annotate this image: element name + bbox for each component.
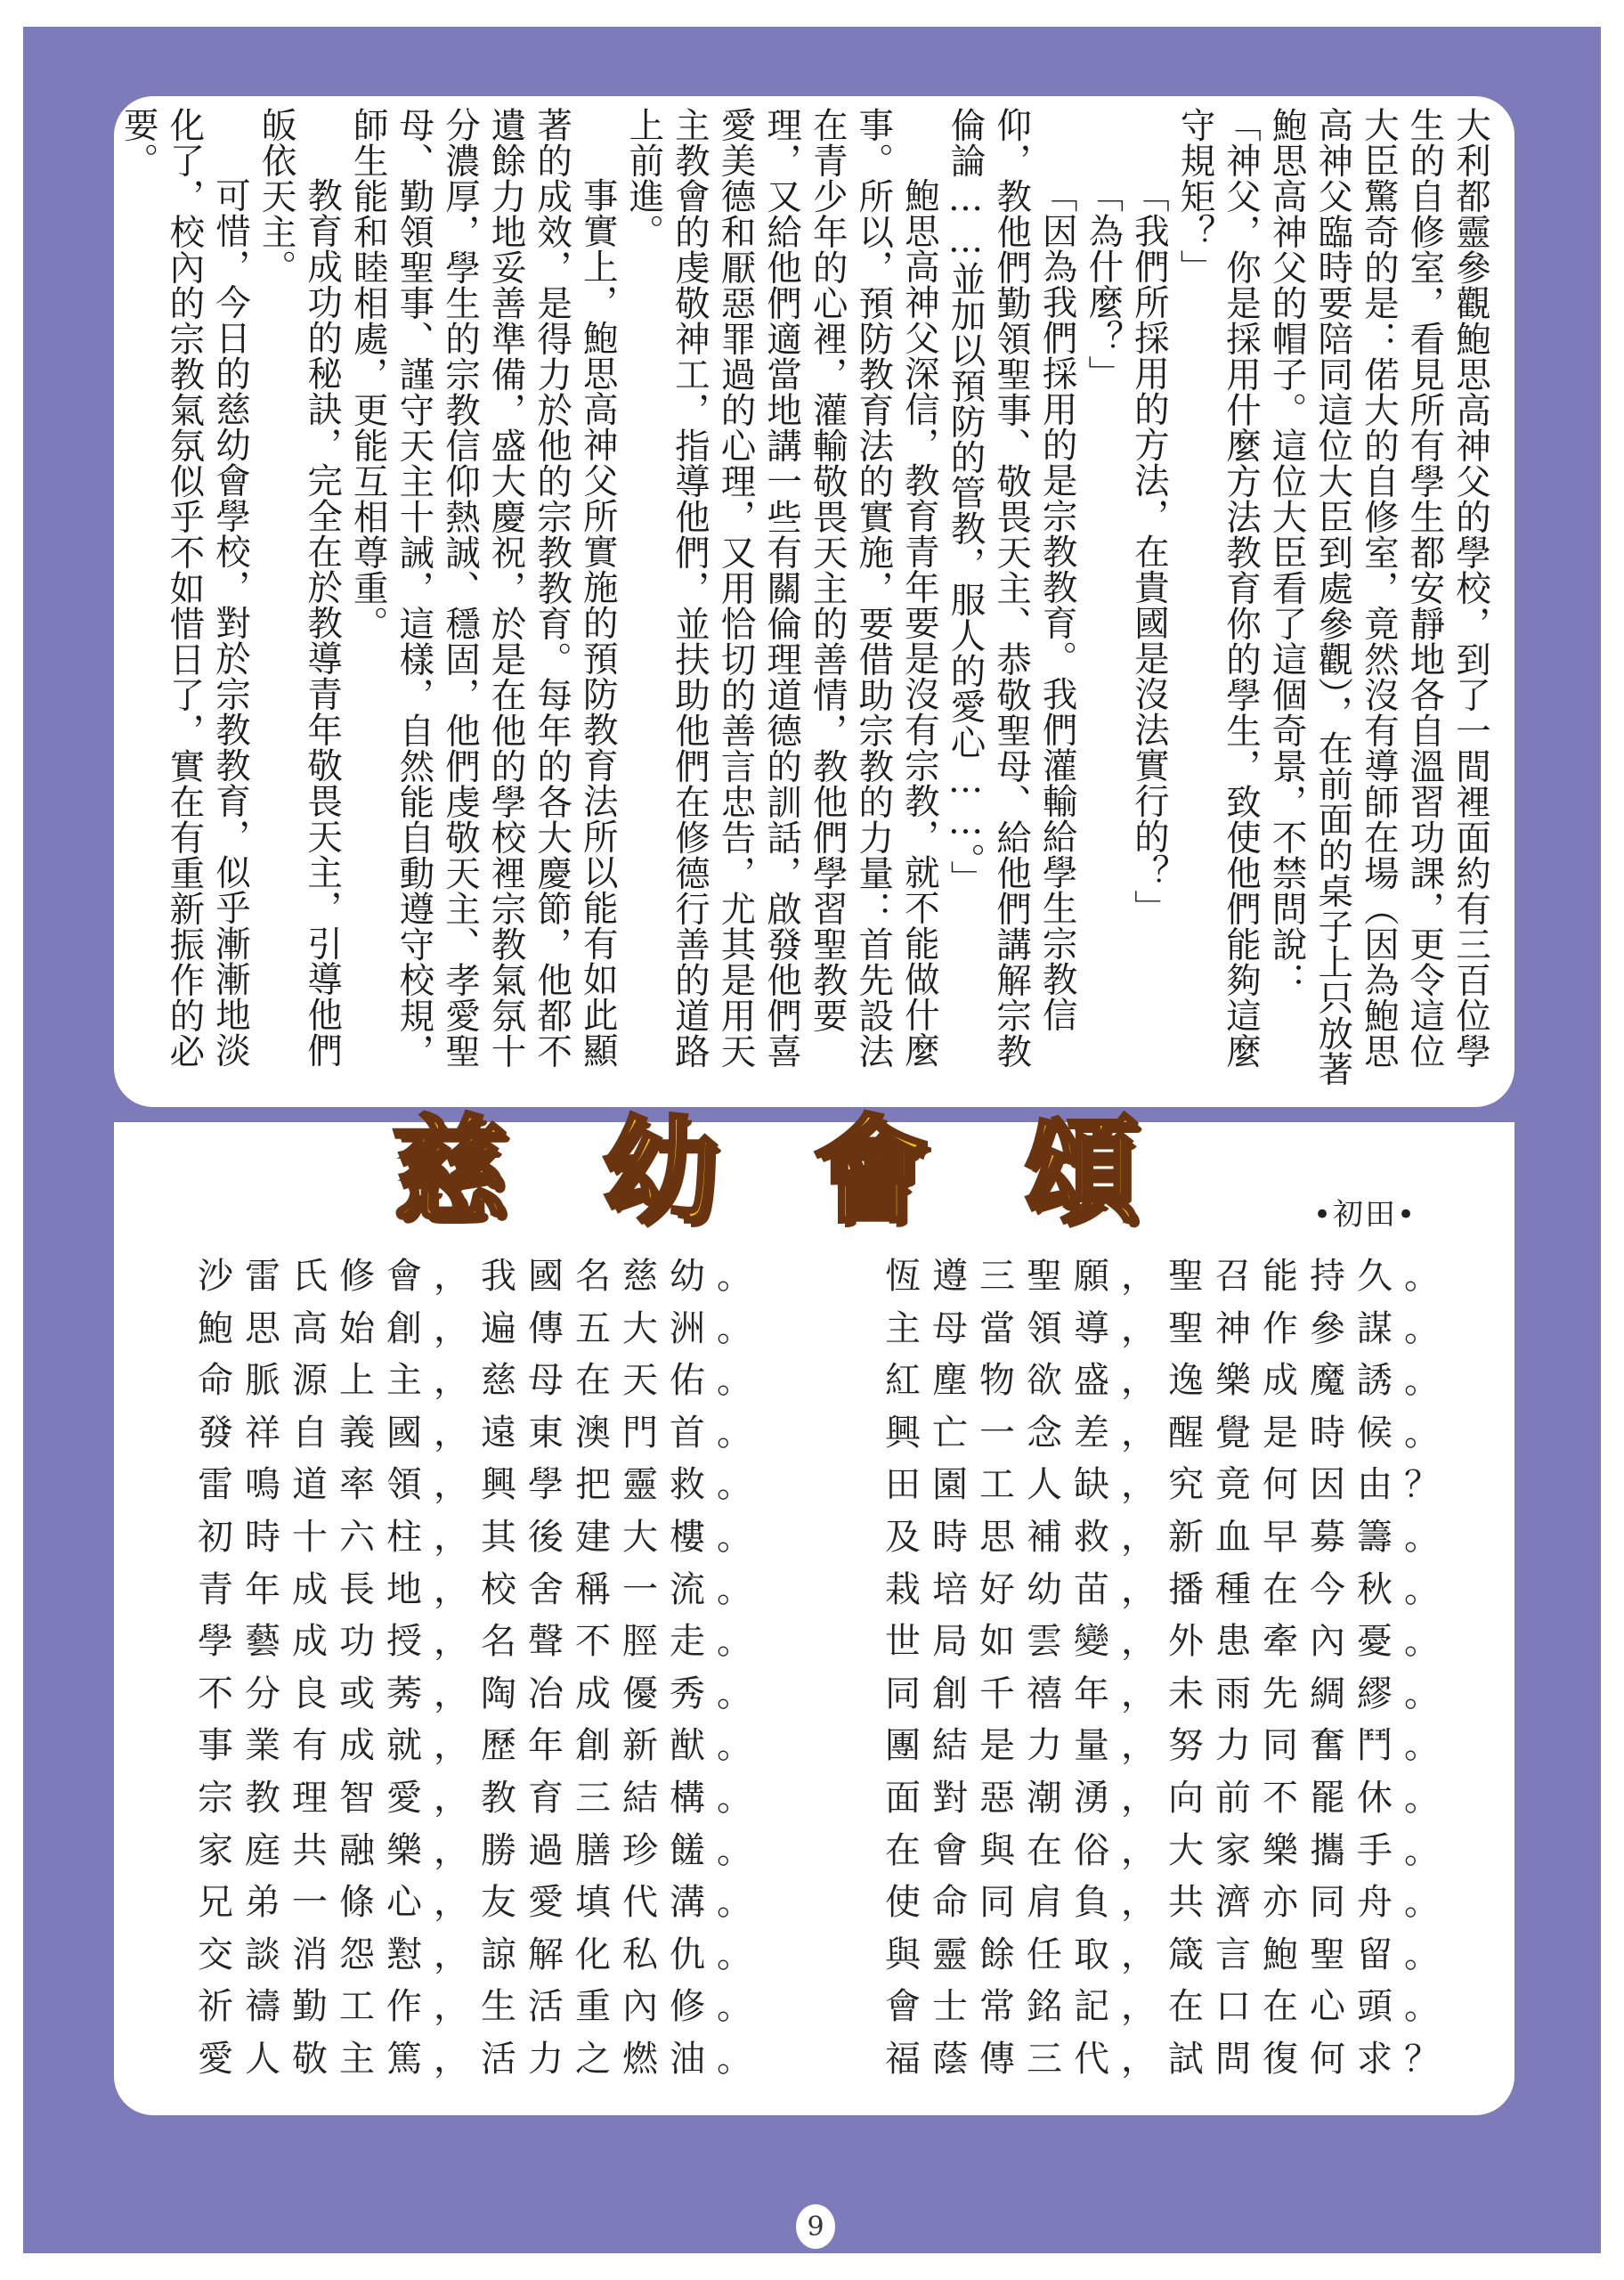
poem-line: 初時十六柱，其後建大樓。 [198, 1516, 764, 1558]
article-paragraph: 大利都靈參觀鮑思高神父的學校，到了一間裡面約有三百位學生的自修室，看見所有學生都安靜地各自溫習功課，更令這位大臣驚奇的是：偌大的自修室，竟然沒有導師在場（因為鮑思高神父臨時要陪同這位大臣到處參觀），在前面的桌子上只放著鮑思高神父的帽子。這位大臣看了這個奇景，不禁問說： [1266, 107, 1491, 1087]
poem-line: 兄弟一條心，友愛填代溝。 [198, 1882, 764, 1924]
article-panel [114, 96, 1514, 1107]
poem-line: 學藝成功授，名聲不脛走。 [198, 1621, 764, 1663]
poem-line: 主母當領導，聖神作參謀。 [885, 1307, 1451, 1349]
poem-line: 團結是力量，努力同奮鬥。 [885, 1725, 1451, 1767]
poem-title-char: 頌 [1023, 1103, 1140, 1239]
poem-right-column [885, 1250, 1451, 2086]
poem-line: 與靈餘任取，箴言鮑聖留。 [885, 1934, 1451, 1975]
poem-line: 面對惡潮湧，向前不罷休。 [885, 1777, 1451, 1819]
poem-line: 鮑思高始創，遍傳五大洲。 [198, 1307, 764, 1349]
poem-line: 福蔭傳三代，試問復何求？ [885, 2038, 1451, 2080]
poem-line: 命脈源上主，慈母在天佑。 [198, 1360, 764, 1402]
article-paragraph: 「為什麼？」 [1083, 177, 1125, 391]
poem-title-char: 幼 [602, 1103, 719, 1239]
poem-line: 栽培好幼苗，播種在今秋。 [885, 1568, 1451, 1610]
poem-line: 雷鳴道率領，興學把靈救。 [198, 1464, 764, 1506]
poem-line: 興亡一念差，醒覺是時候。 [885, 1412, 1451, 1454]
poem-line: 青年成長地，校舍稱一流。 [198, 1568, 764, 1610]
poem-left-column [198, 1250, 764, 2086]
poem-line: 宗教理智愛，教育三結構。 [198, 1777, 764, 1819]
poem-line: 事業有成就，歷年創新猷。 [198, 1725, 764, 1767]
poem-line: 在會與在俗，大家樂攜手。 [885, 1829, 1451, 1871]
article-paragraph: 「因為我們採用的是宗教教育。我們灌輸給學生宗教信仰，教他們勤領聖事、敬畏天主、恭敬聖母、給他們講解宗教倫論……並加以預防的管教，服人的愛心……。」 [945, 107, 1078, 1069]
poem-line: 世局如雲變，外患牽內憂。 [885, 1621, 1451, 1663]
article-paragraph: 教育成功的秘訣，完全在於教導青年敬畏天主，引導他們皈依天主。 [256, 107, 344, 1068]
poem-line: 紅塵物欲盛，逸樂成魔誘。 [885, 1360, 1451, 1402]
article-paragraph: 鮑思高神父深信，教育青年要是沒有宗教，就不能做什麼事。所以，預防教育法的實施，要借助宗教的力量：首先設法在青少年的心裡，灌輸敬畏天主的善情，教他們學習聖教要理，又給他們適當地講一些有關倫理道德的訓話，啟發他們喜愛美德和厭惡罪過的心理，又用恰切的善言忠告，尤其是用天主教會的虔敬神工，指導他們，並扶助他們在修德行善的道路上前進。 [623, 107, 940, 1069]
poem-line: 及時思補救，新血早募籌。 [885, 1516, 1451, 1558]
poem-line: 田園工人缺，究竟何因由？ [885, 1464, 1451, 1506]
poem-line: 愛人敬主篤，活力之燃油。 [198, 2038, 764, 2080]
poem-line: 交談消怨懟，諒解化私仇。 [198, 1934, 764, 1975]
poem-line: 不分良或莠，陶冶成優秀。 [198, 1673, 764, 1714]
poem-line: 會士常銘記，在口在心頭。 [885, 1986, 1451, 2028]
poem-author: •初田• [1313, 1197, 1417, 1233]
article-paragraph: 可惜，今日的慈幼會學校，對於宗教教育，似乎漸漸地淡化了，校內的宗教氣氛似乎不如惜日了，實在有重新振作的必要。 [118, 107, 251, 1069]
poem-title-char: 慈 [392, 1103, 508, 1239]
poem-line: 家庭共融樂，勝過膳珍饈。 [198, 1829, 764, 1871]
article-body [115, 107, 1493, 1095]
article-paragraph: 「我們所採用的方法，在貴國是沒法實行的？」 [1128, 177, 1170, 925]
poem-line: 發祥自義國，遠東澳門首。 [198, 1412, 764, 1454]
poem-line: 恆遵三聖願，聖召能持久。 [885, 1256, 1451, 1297]
article-paragraph: 「神父，你是採用什麼方法教育你的學生，致使他們能夠這麼守規矩？」 [1174, 107, 1263, 1069]
poem-line: 沙雷氏修會，我國名慈幼。 [198, 1256, 764, 1297]
page-number: 9 [796, 2204, 835, 2249]
poem-line: 同創千禧年，未雨先綢繆。 [885, 1673, 1451, 1714]
poem-line: 使命同肩負，共濟亦同舟。 [885, 1882, 1451, 1924]
poem-title [392, 1104, 1140, 1238]
poem-title-char: 會 [813, 1103, 930, 1239]
article-paragraph: 事實上，鮑思高神父所實施的預防教育法所以能有如此顯著的成效，是得力於他的宗教教育。每年的各大慶節，他都不遺餘力地妥善準備，盛大慶祝，於是在他的學校裡宗教氣氛十分濃厚，學生的宗教信仰熱誠、穩固，他們虔敬天主、孝愛聖母、勤領聖事、謹守天主十誡，這樣，自然能自動遵守校規，師生能和睦相處，更能互相尊重。 [347, 107, 619, 1069]
poem-line: 祈禱勤工作，生活重內修。 [198, 1986, 764, 2028]
